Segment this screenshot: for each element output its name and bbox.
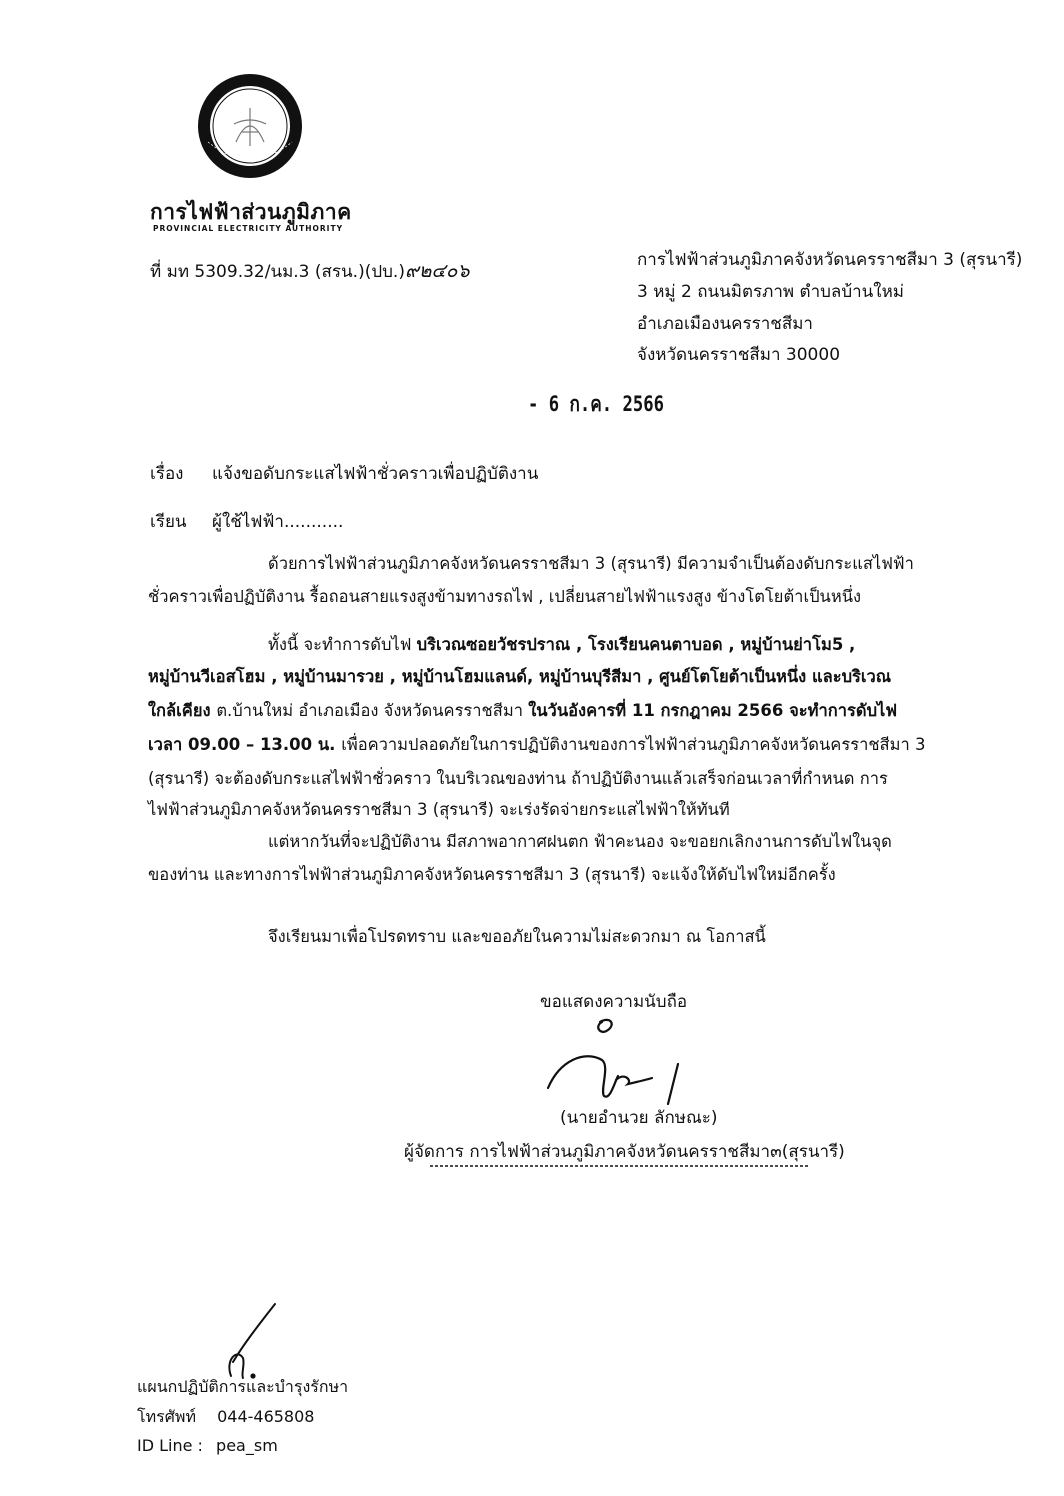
recipient-label: เรียน [150,512,187,532]
paragraph-2-line-1 [268,632,855,658]
footer-phone-number: 044-465808 [217,1407,315,1426]
signatory-name: (นายอำนวย ลักษณะ) [560,1108,718,1128]
closing-regards: ขอแสดงความนับถือ [540,992,688,1012]
paragraph-2-line-5: (สุรนารี) จะต้องดับกระแสไฟฟ้าชั่วคราว ในบริเวณของท่าน ถ้าปฏิบัติงานแล้วเสร็จก่อนเวลาที่กำหนด การ [148,769,888,788]
paragraph-2-line-3-b: ต.บ้านใหม่ อำเภอเมือง จังหวัดนครราชสีมา [216,701,529,720]
position-underline [430,1163,810,1169]
footer-line [137,1436,278,1455]
paragraph-2-line-1-areas: บริเวณซอยวัชรปราณ , โรงเรียนคนตาบอด , หมู่บ้านย่าโม5 , [416,635,856,654]
paragraph-1-line-1: ด้วยการไฟฟ้าส่วนภูมิภาคจังหวัดนครราชสีมา 3 (สุรนารี) มีความจำเป็นต้องดับกระแสไฟฟ้า [268,554,914,573]
footer-line-label: ID Line : [137,1436,203,1455]
footer-phone [137,1405,314,1430]
date-stamp: - 6 ก.ค. 2566 [528,392,664,416]
address-line-1: การไฟฟ้าส่วนภูมิภาคจังหวัดนครราชสีมา 3 (สุรนารี) [637,250,1023,270]
footer-department: แผนกปฏิบัติการและบำรุงรักษา [137,1377,349,1396]
paragraph-2-line-3-date: ในวันอังคารที่ 11 กรกฎาคม 2566 จะทำการดับไฟ [528,701,898,720]
paragraph-2-line-6: ไฟฟ้าส่วนภูมิภาคจังหวัดนครราชสีมา 3 (สุรนารี) จะเร่งรัดจ่ายกระแสไฟฟ้าให้ทันที [148,800,730,819]
org-name-english: PROVINCIAL ELECTRICITY AUTHORITY [153,224,344,233]
paragraph-3-line-1: แต่หากวันที่จะปฏิบัติงาน มีสภาพอากาศฝนตก ฟ้าคะนอง จะขอยกเลิกงานการดับไฟในจุด [268,832,892,851]
footer-phone-label: โทรศัพท์ [137,1407,196,1426]
paragraph-2-line-4 [148,732,926,758]
subject-text: แจ้งขอดับกระแสไฟฟ้าชั่วคราวเพื่อปฏิบัติงาน [212,464,539,484]
paragraph-4: จึงเรียนมาเพื่อโปรดทราบ และขออภัยในความไม่สะดวกมา ณ โอกาสนี้ [268,927,766,946]
paragraph-1-line-2: ชั่วคราวเพื่อปฏิบัติงาน รื้อถอนสายแรงสูงข้ามทางรถไฟ , เปลี่ยนสายไฟฟ้าแรงสูง ข้างโตโยต้าเป็นหนึ่ง [148,587,862,606]
org-name-thai: การไฟฟ้าส่วนภูมิภาค [150,200,352,224]
document-number-prefix: ที่ มท 5309.32/นม.3 (สรน.)(ปบ.) [150,262,405,282]
paragraph-2-line-4-time: เวลา 09.00 – 13.00 น. [148,735,342,754]
paragraph-2-line-1-intro: ทั้งนี้ จะทำการดับไฟ [268,635,417,654]
signatory-position: ผู้จัดการ การไฟฟ้าส่วนภูมิภาคจังหวัดนครราชสีมา๓(สุรนารี) [404,1142,845,1162]
initial-signature [215,1300,290,1382]
paragraph-2-line-2: หมู่บ้านวีเอสโฮม , หมู่บ้านมารวย , หมู่บ้านโฮมแลนด์, หมู่บ้านบุรีสีมา , ศูนย์โตโยต้าเป็นหนึ่ง และบริเวณ [148,667,892,686]
paragraph-3-line-2: ของท่าน และทางการไฟฟ้าส่วนภูมิภาคจังหวัดนครราชสีมา 3 (สุรนารี) จะแจ้งให้ดับไฟใหม่อีกครั้ง [148,865,836,884]
pea-logo-seal [196,72,304,180]
paragraph-2-line-3-a: ใกล้เคียง [148,701,217,720]
address-line-4: จังหวัดนครราชสีมา 30000 [637,345,841,365]
address-line-3: อำเภอเมืองนครราชสีมา [637,314,813,334]
recipient-text: ผู้ใช้ไฟฟ้า........... [212,512,344,532]
subject-label: เรื่อง [150,464,184,484]
manager-signature [540,1010,690,1105]
paragraph-2-line-4-text: เพื่อความปลอดภัยในการปฏิบัติงานของการไฟฟ้าส่วนภูมิภาคจังหวัดนครราชสีมา 3 [341,735,926,754]
document-number-handwritten: ๙๒๔๐๖ [404,260,470,282]
footer-line-id: pea_sm [216,1436,278,1455]
document-number [150,256,469,286]
paragraph-2-line-3 [148,698,897,724]
address-line-2: 3 หมู่ 2 ถนนมิตรภาพ ตำบลบ้านใหม่ [637,282,904,302]
